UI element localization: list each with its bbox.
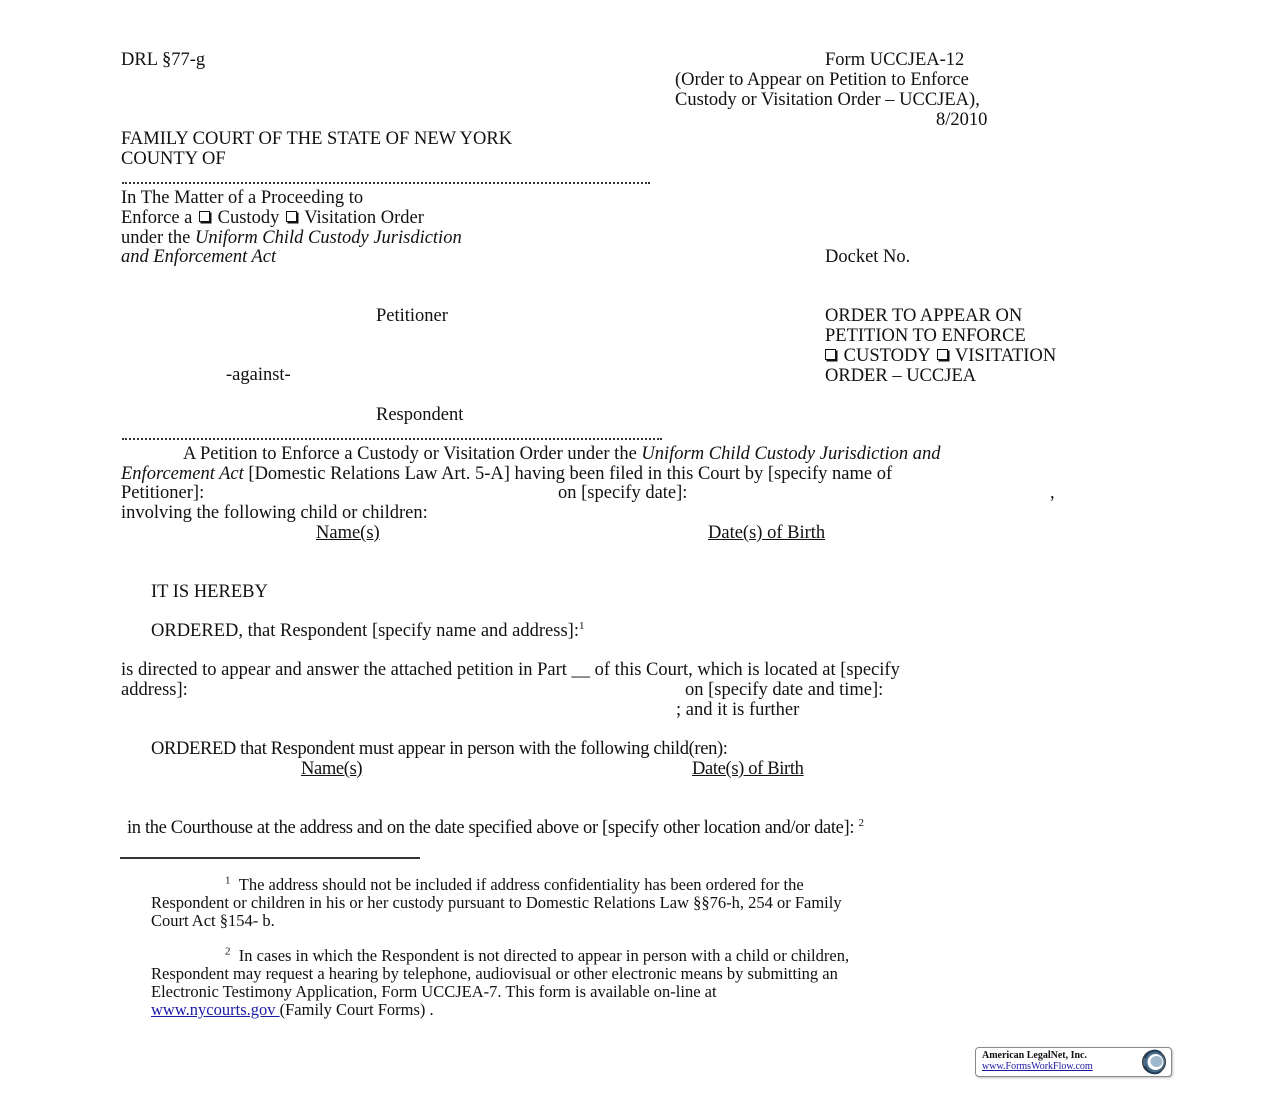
children-intro: involving the following child or children: — [121, 503, 428, 523]
american-legalnet-badge[interactable] — [975, 1047, 1172, 1077]
title-visitation-checkbox[interactable] — [937, 349, 948, 360]
footnote-1-line3: Court Act §154- b. — [151, 911, 275, 930]
petition-para-line1 — [183, 444, 941, 464]
petition-text-2: [Domestic Relations Law Art. 5-A] having been filed in this Court by [specify name of — [248, 464, 893, 484]
title-custody-label: CUSTODY — [843, 346, 930, 366]
courthouse-line — [127, 818, 864, 838]
form-description-line1: (Order to Appear on Petition to Enforce — [675, 70, 969, 90]
matter-line3-prefix: under the — [121, 228, 191, 248]
address-field-label: address]: — [121, 680, 188, 700]
children-dob-header: Date(s) of Birth — [708, 523, 826, 543]
court-name: FAMILY COURT OF THE STATE OF NEW YORK — [121, 129, 513, 149]
ordered-respondent-text: ORDERED, that Respondent [specify name and address]: — [151, 621, 579, 641]
ordered-appear-in-person: ORDERED that Respondent must appear in person with the following child(ren): — [151, 739, 728, 759]
matter-line1: In The Matter of a Proceeding to — [121, 188, 364, 208]
docket-label: Docket No. — [825, 247, 911, 267]
footnote-1-line2: Respondent or children in his or her custody pursuant to Domestic Relations Law §§76-h, 254 or Family — [151, 893, 842, 912]
form-date: 8/2010 — [936, 110, 988, 130]
petition-date-field-label: on [specify date]: — [558, 483, 688, 503]
act-name-part2: and Enforcement Act — [121, 247, 277, 267]
badge-company: American LegalNet, Inc. — [982, 1050, 1087, 1061]
footnote-2-line2: Respondent may request a hearing by telephone, audiovisual or other electronic means by submitting an — [151, 964, 838, 983]
ordered-respondent — [151, 621, 584, 641]
act-name-part1: Uniform Child Custody Jurisdiction — [194, 228, 462, 248]
caption-bottom-divider — [122, 438, 662, 440]
children2-name-header: Name(s) — [301, 759, 363, 779]
petition-act-italic-2: Enforcement Act — [121, 464, 244, 484]
doc-title-line3 — [825, 346, 1056, 366]
footnote-2-marker: 2 — [225, 945, 231, 958]
form-description-line2: Custody or Visitation Order – UCCJEA), — [675, 90, 980, 110]
caption-top-divider — [122, 182, 650, 184]
matter-line2-prefix: Enforce a — [121, 208, 193, 228]
custody-checkbox[interactable] — [199, 211, 210, 222]
nycourts-link[interactable]: www.nycourts.gov — [151, 1000, 280, 1019]
it-is-hereby: IT IS HEREBY — [151, 582, 268, 602]
petition-text: A Petition to Enforce a Custody or Visitation Order under the — [183, 444, 637, 464]
petitioner-field-label: Petitioner]: — [121, 483, 205, 503]
footnote-ref-1[interactable]: 1 — [578, 619, 585, 632]
appearance-datetime-label: on [specify date and time]: — [685, 680, 884, 700]
footnote-2-after-link: (Family Court Forms) . — [279, 1000, 434, 1019]
form-number: Form UCCJEA-12 — [825, 50, 965, 70]
title-custody-checkbox[interactable] — [825, 349, 836, 360]
directed-line1: is directed to appear and answer the attached petition in Part __ of this Court, which is located at [specify — [121, 660, 900, 680]
footnote-1-text: The address should not be included if address confidentiality has been ordered for the — [238, 875, 804, 894]
petition-act-italic: Uniform Child Custody Jurisdiction and — [641, 444, 941, 464]
children2-dob-header: Date(s) of Birth — [692, 759, 804, 779]
against-label: -against- — [226, 365, 291, 385]
footnote-ref-2[interactable]: 2 — [858, 816, 864, 829]
title-visitation-label: VISITATION — [954, 346, 1057, 366]
matter-line2 — [121, 208, 424, 228]
children-name-header: Name(s) — [316, 523, 380, 543]
globe-icon — [1141, 1049, 1167, 1075]
doc-title-line2: PETITION TO ENFORCE — [825, 326, 1026, 346]
doc-title-line1: ORDER TO APPEAR ON — [825, 306, 1023, 326]
further-text: ; and it is further — [676, 700, 800, 720]
footnote-1-line1 — [151, 876, 804, 894]
statute-reference: DRL §77-g — [121, 50, 206, 70]
visitation-option-label: Visitation Order — [304, 208, 424, 228]
footnote-2-line1 — [151, 947, 849, 965]
footnote-2-text: In cases in which the Respondent is not directed to appear in person with a child or children, — [238, 946, 850, 965]
doc-title-line4: ORDER – UCCJEA — [825, 366, 977, 386]
county-label: COUNTY OF — [121, 149, 226, 169]
badge-url[interactable]: www.FormsWorkFlow.com — [982, 1061, 1093, 1072]
courthouse-text: in the Courthouse at the address and on the date specified above or [specify other location and/or date]: — [127, 818, 855, 838]
petitioner-label: Petitioner — [376, 306, 448, 326]
footnote-2-line3: Electronic Testimony Application, Form UCCJEA-7. This form is available on-line at — [151, 982, 717, 1001]
footnote-2-line4 — [151, 1001, 434, 1019]
respondent-label: Respondent — [376, 405, 464, 425]
matter-line3 — [121, 228, 462, 248]
custody-option-label: Custody — [217, 208, 280, 228]
petition-comma: , — [1050, 483, 1055, 503]
petition-para-line2 — [121, 464, 892, 484]
footnote-separator — [120, 857, 420, 859]
footnote-1-marker: 1 — [225, 874, 231, 887]
visitation-checkbox[interactable] — [286, 211, 297, 222]
